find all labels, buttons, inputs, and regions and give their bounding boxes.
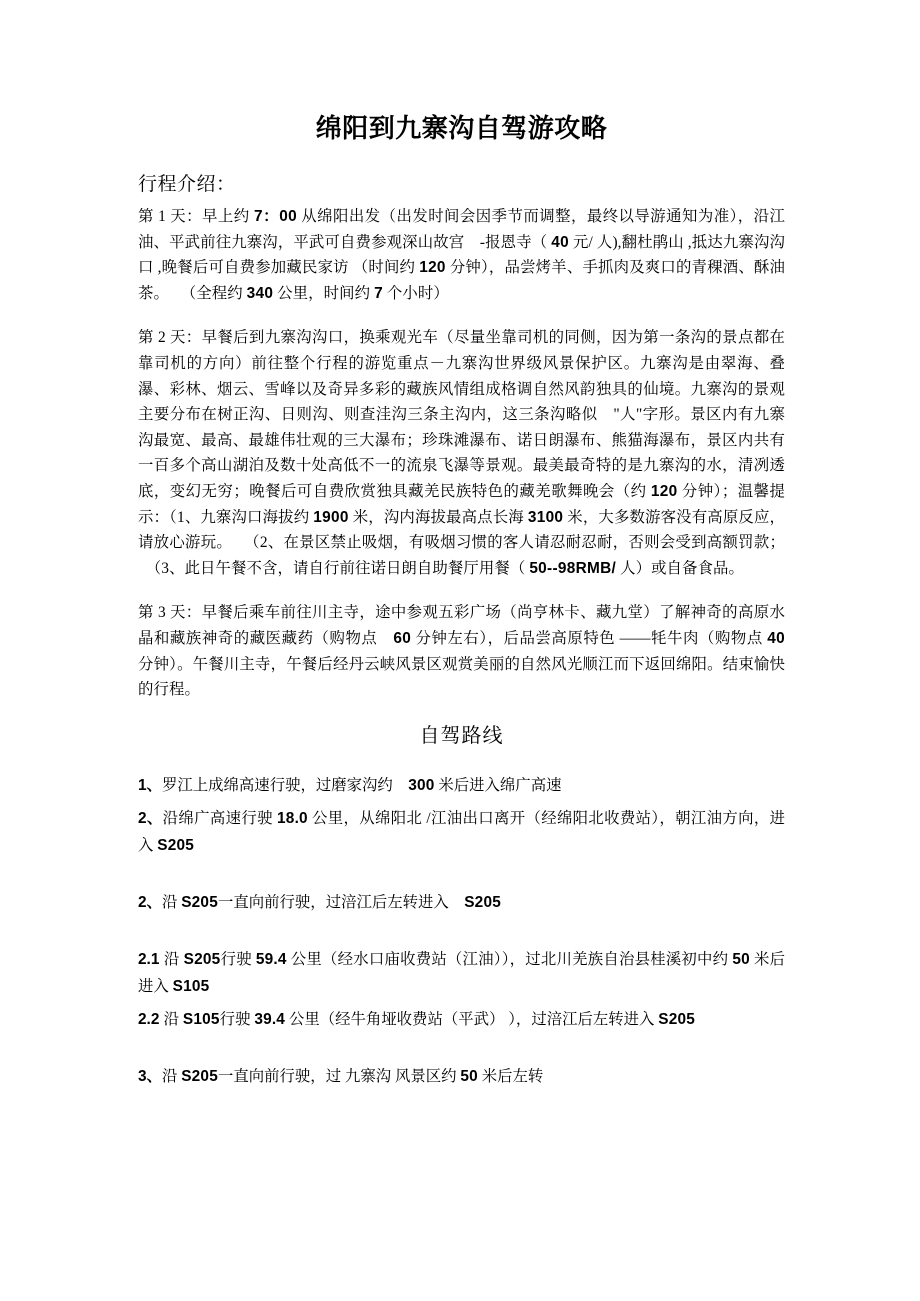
day3-text-2: 分钟左右），后品尝高原特色 ——牦牛肉（购物点: [411, 630, 768, 647]
route-step-2-text-2: 公里，从绵阳北 /江油出口离开（经绵阳北收费站），朝江油方向，进入: [138, 809, 785, 854]
route-step-2-1-text-2: 行驶: [220, 950, 256, 968]
route-step-1-text-2: 米后进入绵广高速: [434, 776, 562, 794]
route-step-2-1-road-2: S105: [172, 977, 210, 995]
day2-text-5: 人）或自备食品。: [616, 559, 745, 577]
itinerary-day3-paragraph: [138, 600, 785, 702]
route-step-2-2-road-1: S105: [182, 1010, 220, 1028]
route-step-2-1-road-1: S205: [183, 950, 221, 968]
route-step-3-text-2: 一直向前行驶，过 九寨沟 风景区约: [217, 1067, 461, 1085]
day2-entrance-altitude: 1900: [313, 508, 349, 526]
day1-text-1: 早上约: [202, 208, 254, 226]
itinerary-day2-paragraph: [138, 325, 785, 581]
day1-text-4: 分钟），品尝烤羊、手抓肉及爽口的青稞酒、酥油茶。 （全程约: [138, 259, 785, 302]
route-step-3-meters: 50: [460, 1067, 478, 1085]
day1-label: 第 1 天：: [138, 208, 203, 226]
route-step-2-number: 2、: [138, 809, 163, 827]
route-step-2-2-road-2: S205: [658, 1010, 696, 1028]
route-step-1-value-1: 300: [408, 776, 435, 794]
route-step-3-text-3: 米后左转: [477, 1067, 544, 1085]
day1-text-6: 个小时）: [382, 284, 449, 302]
route-step-2-text-1: 沿绵广高速行驶: [162, 809, 278, 827]
day2-text-1: 早餐后到九寨沟沟口，换乘观光车（尽量坐靠司机的同侧，因为第一条沟的景点都在靠司机的方向）前往整个行程的游览重点－九寨沟世界级风景保护区。九寨沟是由翠海、叠瀑、彩林、烟云、雪峰以及奇异多彩的藏族风情组成格调自然风韵独具的仙境。九寨沟的景观主要分布在树正沟、日则沟、则查洼沟三条主沟内，这三条沟略似 "人"字形。景区内有九寨沟最宽、最高、最雄伟壮观的三大瀑布；珍珠滩瀑布、诺日朗瀑布、熊猫海瀑布，景区内共有一百多个高山湖泊及数十处高低不一的流泉飞瀑等景观。最美最奇特的是九寨沟的水，清冽透底，变幻无穷；晚餐后可自费欣赏独具藏羌民族特色的藏羌歌舞晚会（约: [138, 329, 785, 501]
day1-baoensi-fee: 40: [551, 233, 569, 251]
route-step-2-2-text-1: 沿: [163, 1010, 183, 1028]
day3-shop-minutes-2: 40: [767, 630, 785, 647]
route-heading: 自驾路线: [419, 724, 504, 747]
route-step-2-1-text-3: 公里（经水口庙收费站（江油）），过北川羌族自治县桂溪初中约: [286, 950, 733, 968]
route-step-2-1-text-4: 米后进入: [138, 950, 785, 995]
route-step-2b-text-2: 一直向前行驶，过涪江后左转进入: [217, 893, 465, 911]
route-step-3-road: S205: [181, 1067, 218, 1085]
day2-meal-price: 50--98RMB/: [529, 559, 617, 577]
route-step-3-number: 3、: [138, 1067, 162, 1085]
route-step-2-1-distance: 59.4: [255, 950, 287, 968]
route-step-2-2: [138, 1006, 785, 1033]
day2-changhai-altitude: 3100: [527, 508, 564, 526]
itinerary-day1-paragraph: [138, 204, 785, 306]
day3-text-3: 分钟）。午餐川主寺，午餐后经丹云峡风景区观赏美丽的自然风光顺江而下返回绵阳。结束愉快的行程。: [138, 655, 785, 699]
route-step-2-2-number: 2.2: [138, 1010, 164, 1028]
route-step-1-number: 1、: [138, 776, 162, 794]
day1-total-hours: 7: [374, 284, 383, 302]
intro-heading: 行程介绍：: [138, 173, 236, 195]
route-step-2-1-text-1: 沿: [163, 950, 184, 968]
route-step-2-road: S205: [157, 836, 194, 854]
day2-text-4: 米，大多数游客没有高原反应，请放心游玩。 （2、在景区禁止吸烟，有吸烟习惯的客人请忍耐忍耐，否则会受到高额罚款； （3、此日午餐不含，请自行前往诺日朗自助餐厅用餐（: [138, 508, 785, 577]
day1-text-5: 公里，时间约: [273, 284, 375, 302]
day1-home-visit-minutes: 120: [419, 259, 446, 277]
route-step-2-2-text-3: 公里（经牛角垭收费站（平武） ），过涪江后左转进入: [285, 1010, 659, 1028]
route-step-2b-text-1: 沿: [161, 893, 182, 911]
day1-text-2: 从绵阳出发（出发时间会因季节而调整，最终以导游通知为准），沿江油、平武前往九寨沟，平武可自费参观深山故宫 -报恩寺（: [138, 208, 785, 251]
day1-departure-time: 7：00: [253, 208, 297, 226]
day2-show-minutes: 120: [650, 483, 678, 501]
route-step-3-text-1: 沿: [161, 1067, 182, 1085]
route-step-2-1: [138, 946, 785, 1000]
day3-label: 第 3 天：: [138, 604, 202, 622]
page-title: 绵阳到九寨沟自驾游攻略: [315, 114, 608, 143]
route-step-2: [138, 805, 785, 859]
route-step-2-distance: 18.0: [277, 809, 308, 827]
route-step-2-2-text-2: 行驶: [219, 1010, 255, 1028]
route-step-2b-road-2: S205: [464, 893, 501, 911]
day2-text-3: 米，沟内海拔最高点长海: [348, 508, 528, 526]
route-step-2-1-meters: 50: [732, 950, 750, 968]
day2-label: 第 2 天：: [138, 329, 202, 347]
route-step-2b-road-1: S205: [181, 893, 218, 911]
day3-text-1: 早餐后乘车前往川主寺，途中参观五彩广场（尚亨林卡、藏九堂）了解神奇的高原水晶和藏族神奇的藏医藏药（购物点: [138, 604, 785, 647]
route-step-3: [138, 1063, 785, 1090]
route-step-2b-number: 2、: [138, 893, 162, 911]
route-step-1: [138, 772, 785, 799]
day1-total-distance: 340: [246, 284, 274, 302]
route-step-list: [138, 772, 785, 1090]
day2-text-2: 分钟）；温馨提示：（1、九寨沟口海拔约: [138, 483, 785, 526]
route-step-2b: [138, 889, 785, 916]
route-step-2-1-number: 2.1: [138, 950, 164, 968]
route-step-2-2-distance: 39.4: [254, 1010, 286, 1028]
day3-shop-minutes-1: 60: [393, 630, 412, 647]
day1-text-3: 元/ 人),翻杜鹃山 ,抵达九寨沟沟口 ,晚餐后可自费参加藏民家访 （时间约: [138, 233, 785, 277]
route-step-1-text-1: 罗江上成绵高速行驶，过磨家沟约: [161, 776, 409, 794]
